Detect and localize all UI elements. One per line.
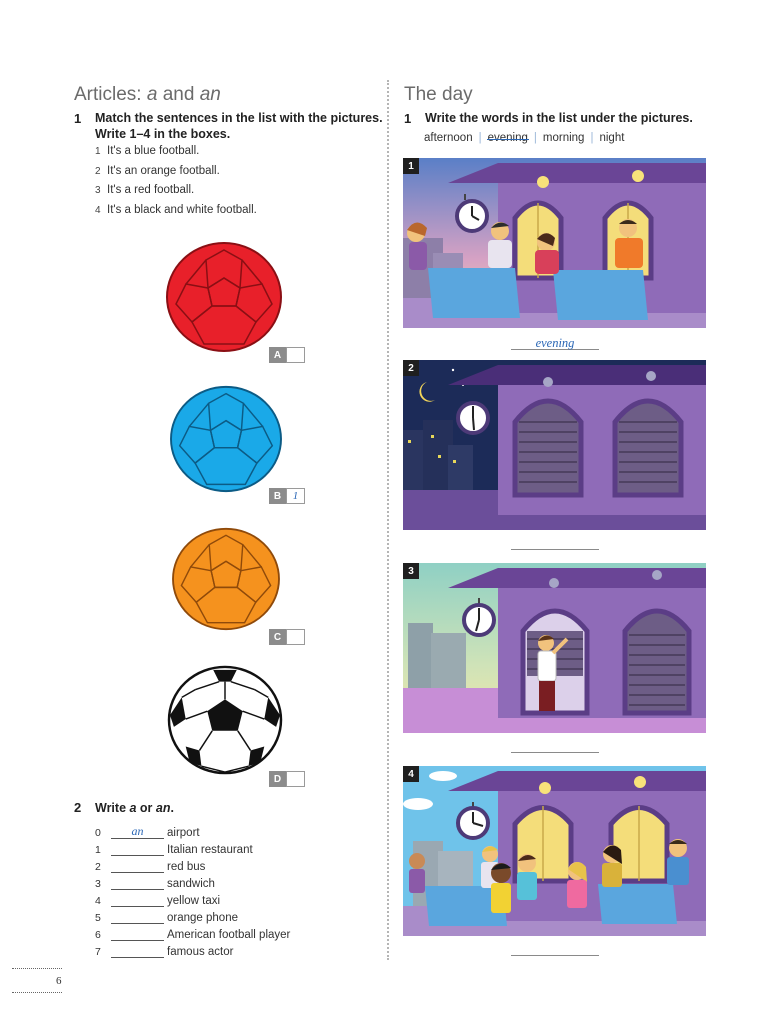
word-evening: evening [487,132,528,144]
scene-2-night-closed [403,360,706,530]
exercise-instruction: Write a or an. [95,801,174,815]
answer-box-b[interactable]: 1 [286,488,305,504]
scene-1-evening-restaurant [403,158,706,328]
scene-3-answer[interactable] [511,739,599,753]
answer-box-a[interactable] [286,347,305,363]
answer-box-d[interactable] [286,771,305,787]
gap-item: 0 an airport [95,824,200,839]
gap-input[interactable] [111,893,164,907]
box-label-c: C [269,629,286,645]
word-afternoon: afternoon [424,132,473,144]
exercise-number: 2 [74,800,82,815]
sentence-list [95,145,257,223]
gap-item: 2 red bus [95,861,206,873]
gap-input[interactable] [111,842,164,856]
footer-dots [12,992,62,993]
word-list: afternoon | evening | morning | night [424,132,625,144]
gap-item: 4 yellow taxi [95,895,221,907]
exercise-number: 1 [74,111,82,126]
gap-input[interactable]: an [111,825,164,839]
gap-item: 5 orange phone [95,912,238,924]
football-red [164,240,284,354]
box-label-a: A [269,347,286,363]
football-orange [170,526,282,632]
exercise-instruction: Match the sentences in the list with the pictures. Write 1–4 in the boxes. [95,111,383,141]
sentence-item: 3 It's a red football. [95,184,195,196]
football-blue [168,384,284,494]
gap-item: 1 Italian restaurant [95,844,253,856]
word-night: night [599,132,625,144]
scene-4-answer[interactable] [511,942,599,956]
sentence-item: 4 It's a black and white football. [95,203,257,216]
gap-input[interactable] [111,927,164,941]
gap-input[interactable] [111,910,164,924]
section-title-the-day: The day [404,84,473,105]
gap-input[interactable] [111,876,164,890]
scene-number: 3 [403,563,419,579]
scene-1-answer[interactable]: evening [511,336,599,350]
box-label-b: B [269,488,286,504]
scene-number: 1 [403,158,419,174]
gap-input[interactable] [111,944,164,958]
section-title-articles: Articles: a and an [74,84,221,105]
scene-4-afternoon-crowd [403,766,706,936]
sentence-item: 2 It's an orange football. [95,164,220,177]
footer-dots [12,968,62,969]
box-label-d: D [269,771,286,787]
word-morning: morning [542,132,585,144]
column-divider [387,80,389,960]
gap-fill-list [95,822,290,958]
exercise-instruction: Write the words in the list under the pictures. [425,111,693,125]
scene-number: 2 [403,360,419,376]
scene-number: 4 [403,766,419,782]
scene-3-morning-opening [403,563,706,733]
sentence-item: 1 It's a blue football. [95,145,200,157]
gap-item: 6 American football player [95,929,291,941]
football-black-white [166,664,284,776]
gap-item: 3 sandwich [95,878,215,890]
gap-input[interactable] [111,859,164,873]
scene-2-answer[interactable] [511,536,599,550]
gap-item: 7 famous actor [95,946,234,958]
answer-box-c[interactable] [286,629,305,645]
page-number: 6 [56,975,62,987]
exercise-number: 1 [404,111,412,126]
